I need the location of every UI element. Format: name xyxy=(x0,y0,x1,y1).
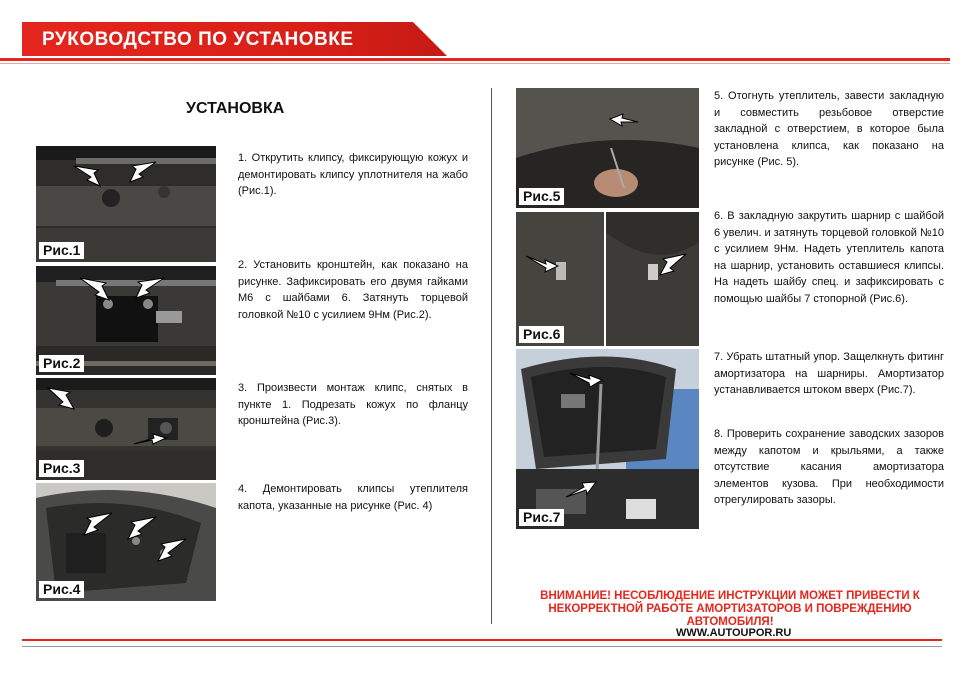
footer-stripe-thin xyxy=(22,646,942,647)
step-7-text: 7. Убрать штатный упор. Защелкнуть фитинг амортизатора на шарниры. Амортизатор устанавливается штоком вверх (Рис.7). xyxy=(714,351,944,396)
figure-3 xyxy=(36,378,216,480)
figure-2-caption: Рис.2 xyxy=(39,355,84,372)
figure-6 xyxy=(516,212,699,346)
figure-3-caption: Рис.3 xyxy=(39,460,84,477)
column-divider xyxy=(491,88,492,624)
section-title: УСТАНОВКА xyxy=(186,100,285,117)
figure-1 xyxy=(36,146,216,262)
figure-7-photo xyxy=(516,349,699,529)
figure-4 xyxy=(36,483,216,601)
step-5-text: 5. Отогнуть утеплитель, завести закладную и совместить резьбовое отверстие закладной с отверстием, в которое была установлена клипса, как показано на рисунке (Рис. 5). xyxy=(714,90,944,168)
figure-5 xyxy=(516,88,699,208)
figure-1-caption: Рис.1 xyxy=(39,242,84,259)
warning-text: ВНИМАНИЕ! НЕСОБЛЮДЕНИЕ ИНСТРУКЦИИ МОЖЕТ ПРИВЕСТИ К НЕКОРРЕКТНОЙ РАБОТЕ АМОРТИЗАТОРОВ И ПОВРЕЖДЕНИЮ АВТОМОБИЛЯ! xyxy=(540,590,920,628)
step-4-text: 4. Демонтировать клипсы утеплителя капота, указанные на рисунке (Рис. 4) xyxy=(238,483,468,512)
figure-5-caption: Рис.5 xyxy=(519,188,564,205)
figure-7 xyxy=(516,349,699,529)
step-2-text: 2. Установить кронштейн, как показано на рисунке. Зафиксировать его двумя гайками М6 с шайбами 6. Затянуть торцевой головкой №10 с усилием 9Нм (Рис.2). xyxy=(238,259,468,321)
figure-4-caption: Рис.4 xyxy=(39,581,84,598)
figure-7-caption: Рис.7 xyxy=(519,509,564,526)
step-3-text: 3. Произвести монтаж клипс, снятых в пункте 1. Подрезать кожух по фланцу кронштейна (Рис.3). xyxy=(238,382,468,427)
figure-6-caption: Рис.6 xyxy=(519,326,564,343)
footer-stripe xyxy=(22,639,942,641)
header-stripe xyxy=(0,58,950,61)
step-6-text: 6. В закладную закрутить шарнир с шайбой 6 увелич. и затянуть торцевой головкой №10 с усилием 9Нм. Надеть утеплитель капота на шарнир, установить оставшиеся клипсы. На надеть шайбу спец. и зафиксировать с помощью шайбы 7 стопорной (Рис.6). xyxy=(714,210,944,305)
step-1-text: 1. Открутить клипсу, фиксирующую кожух и демонтировать клипсу уплотнителя на жабо (Рис.1). xyxy=(238,152,468,197)
header-stripe-thin xyxy=(0,63,950,64)
figure-2 xyxy=(36,266,216,375)
step-8-text: 8. Проверить сохранение заводских зазоров между капотом и крыльями, а также отсутствие касания амортизатора элементов кузова. При необходимости отрегулировать зазоры. xyxy=(714,428,944,506)
website-link[interactable]: WWW.AUTOUPOR.RU xyxy=(676,627,792,639)
page-title: РУКОВОДСТВО ПО УСТАНОВКЕ xyxy=(42,29,354,50)
